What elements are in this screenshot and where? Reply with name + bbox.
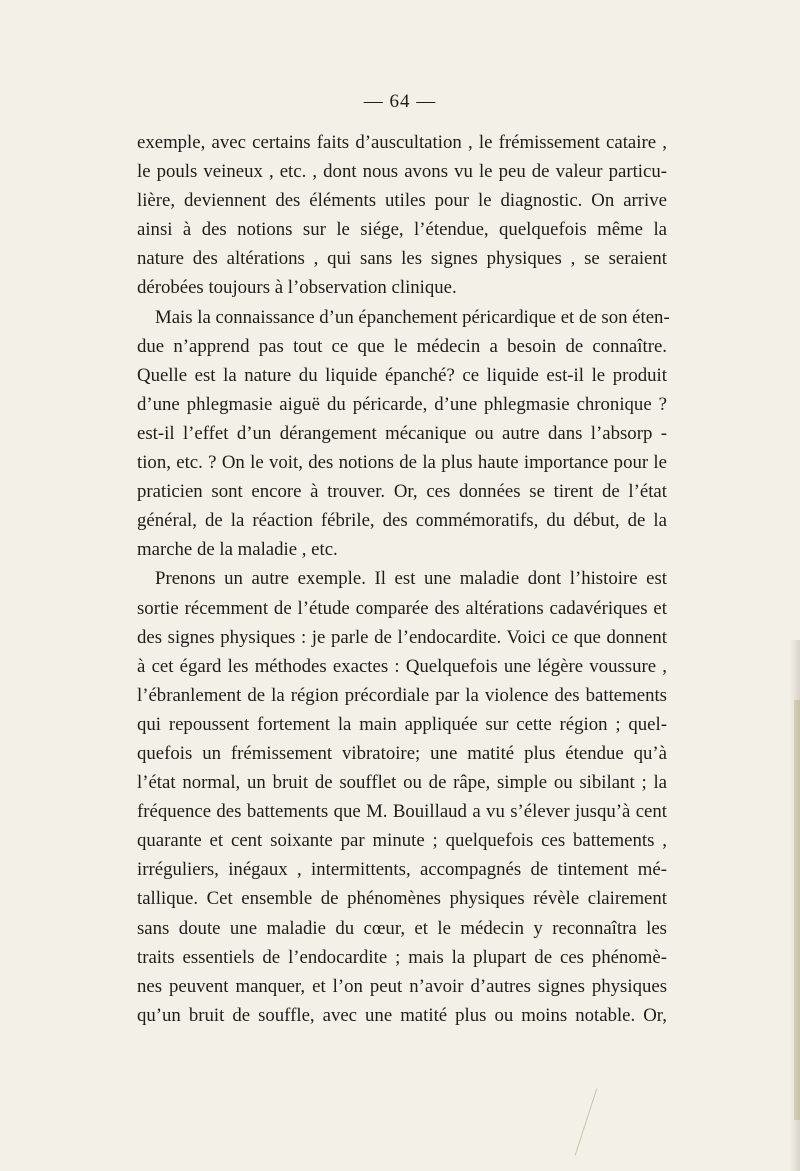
text-line: exemple, avec certains faits d’auscultation , le frémissement cataire , — [137, 132, 667, 153]
text-line: nes peuvent manquer, et l’on peut n’avoir d’autres signes physiques — [137, 975, 667, 997]
text-line: nature des altérations , qui sans les signes physiques , se seraient — [137, 248, 667, 270]
text-line: tallique. Cet ensemble de phénomènes physiques révèle clairement — [137, 888, 667, 910]
text-line: lière, deviennent des éléments utiles pour le diagnostic. On arrive — [137, 190, 667, 212]
text-line: traits essentiels de l’endocardite ; mais la plupart de ces phénomè- — [137, 946, 667, 968]
text-line: à cet égard les méthodes exactes : Quelquefois une légère voussure , — [137, 655, 667, 677]
text-line: qui repoussent fortement la main appliquée sur cette région ; quel- — [137, 713, 667, 735]
text-line: praticien sont encore à trouver. Or, ces données se tirent de l’état — [137, 481, 667, 503]
text-line: Quelle est la nature du liquide épanché? ce liquide est-il le produit — [137, 364, 667, 386]
text-line: qu’un bruit de souffle, avec une matité plus ou moins notable. Or, — [137, 1004, 667, 1026]
text-line: l’ébranlement de la région précordiale par la violence des battements — [137, 684, 667, 706]
text-line: sans doute une maladie du cœur, et le médecin y reconnaîtra les — [137, 917, 667, 939]
text-line: quarante et cent soixante par minute ; quelquefois ces battements , — [137, 830, 667, 852]
text-line: Mais la connaissance d’un épanchement péricardique et de son éten- — [155, 306, 670, 328]
text-line: Prenons un autre exemple. Il est une maladie dont l’histoire est — [155, 568, 667, 590]
text-line: marche de la maladie , etc. — [137, 539, 338, 561]
paper-stain — [794, 700, 800, 1120]
text-line: fréquence des battements que M. Bouillaud a vu s’élever jusqu’à cent — [137, 801, 667, 823]
body-text — [137, 128, 670, 1030]
text-line: le pouls veineux , etc. , dont nous avons vu le peu de valeur particu- — [137, 161, 667, 183]
page-number: — 64 — — [363, 91, 437, 112]
text-line: ainsi à des notions sur le siége, l’étendue, quelquefois même la — [137, 219, 667, 241]
text-line: général, de la réaction fébrile, des commémoratifs, du début, de la — [137, 510, 667, 532]
text-line: dérobées toujours à l’observation clinique. — [137, 277, 457, 299]
text-line: due n’apprend pas tout ce que le médecin a besoin de connaître. — [137, 335, 667, 357]
text-line: d’une phlegmasie aiguë du péricarde, d’une phlegmasie chronique ? — [137, 393, 667, 415]
text-line: sortie récemment de l’étude comparée des altérations cadavériques et — [137, 597, 667, 619]
pencil-mark — [575, 1088, 617, 1161]
text-line: des signes physiques : je parle de l’endocardite. Voici ce que donnent — [137, 626, 667, 648]
text-line: est-il l’effet d’un dérangement mécanique ou autre dans l’absorp - — [137, 422, 667, 444]
text-line: irréguliers, inégaux , intermittents, accompagnés de tintement mé- — [137, 859, 667, 881]
text-line: l’état normal, un bruit de soufflet ou de râpe, simple ou sibilant ; la — [137, 772, 667, 794]
text-line: tion, etc. ? On le voit, des notions de la plus haute importance pour le — [137, 452, 667, 474]
text-line: quefois un frémissement vibratoire; une matité plus étendue qu’à — [137, 742, 667, 764]
